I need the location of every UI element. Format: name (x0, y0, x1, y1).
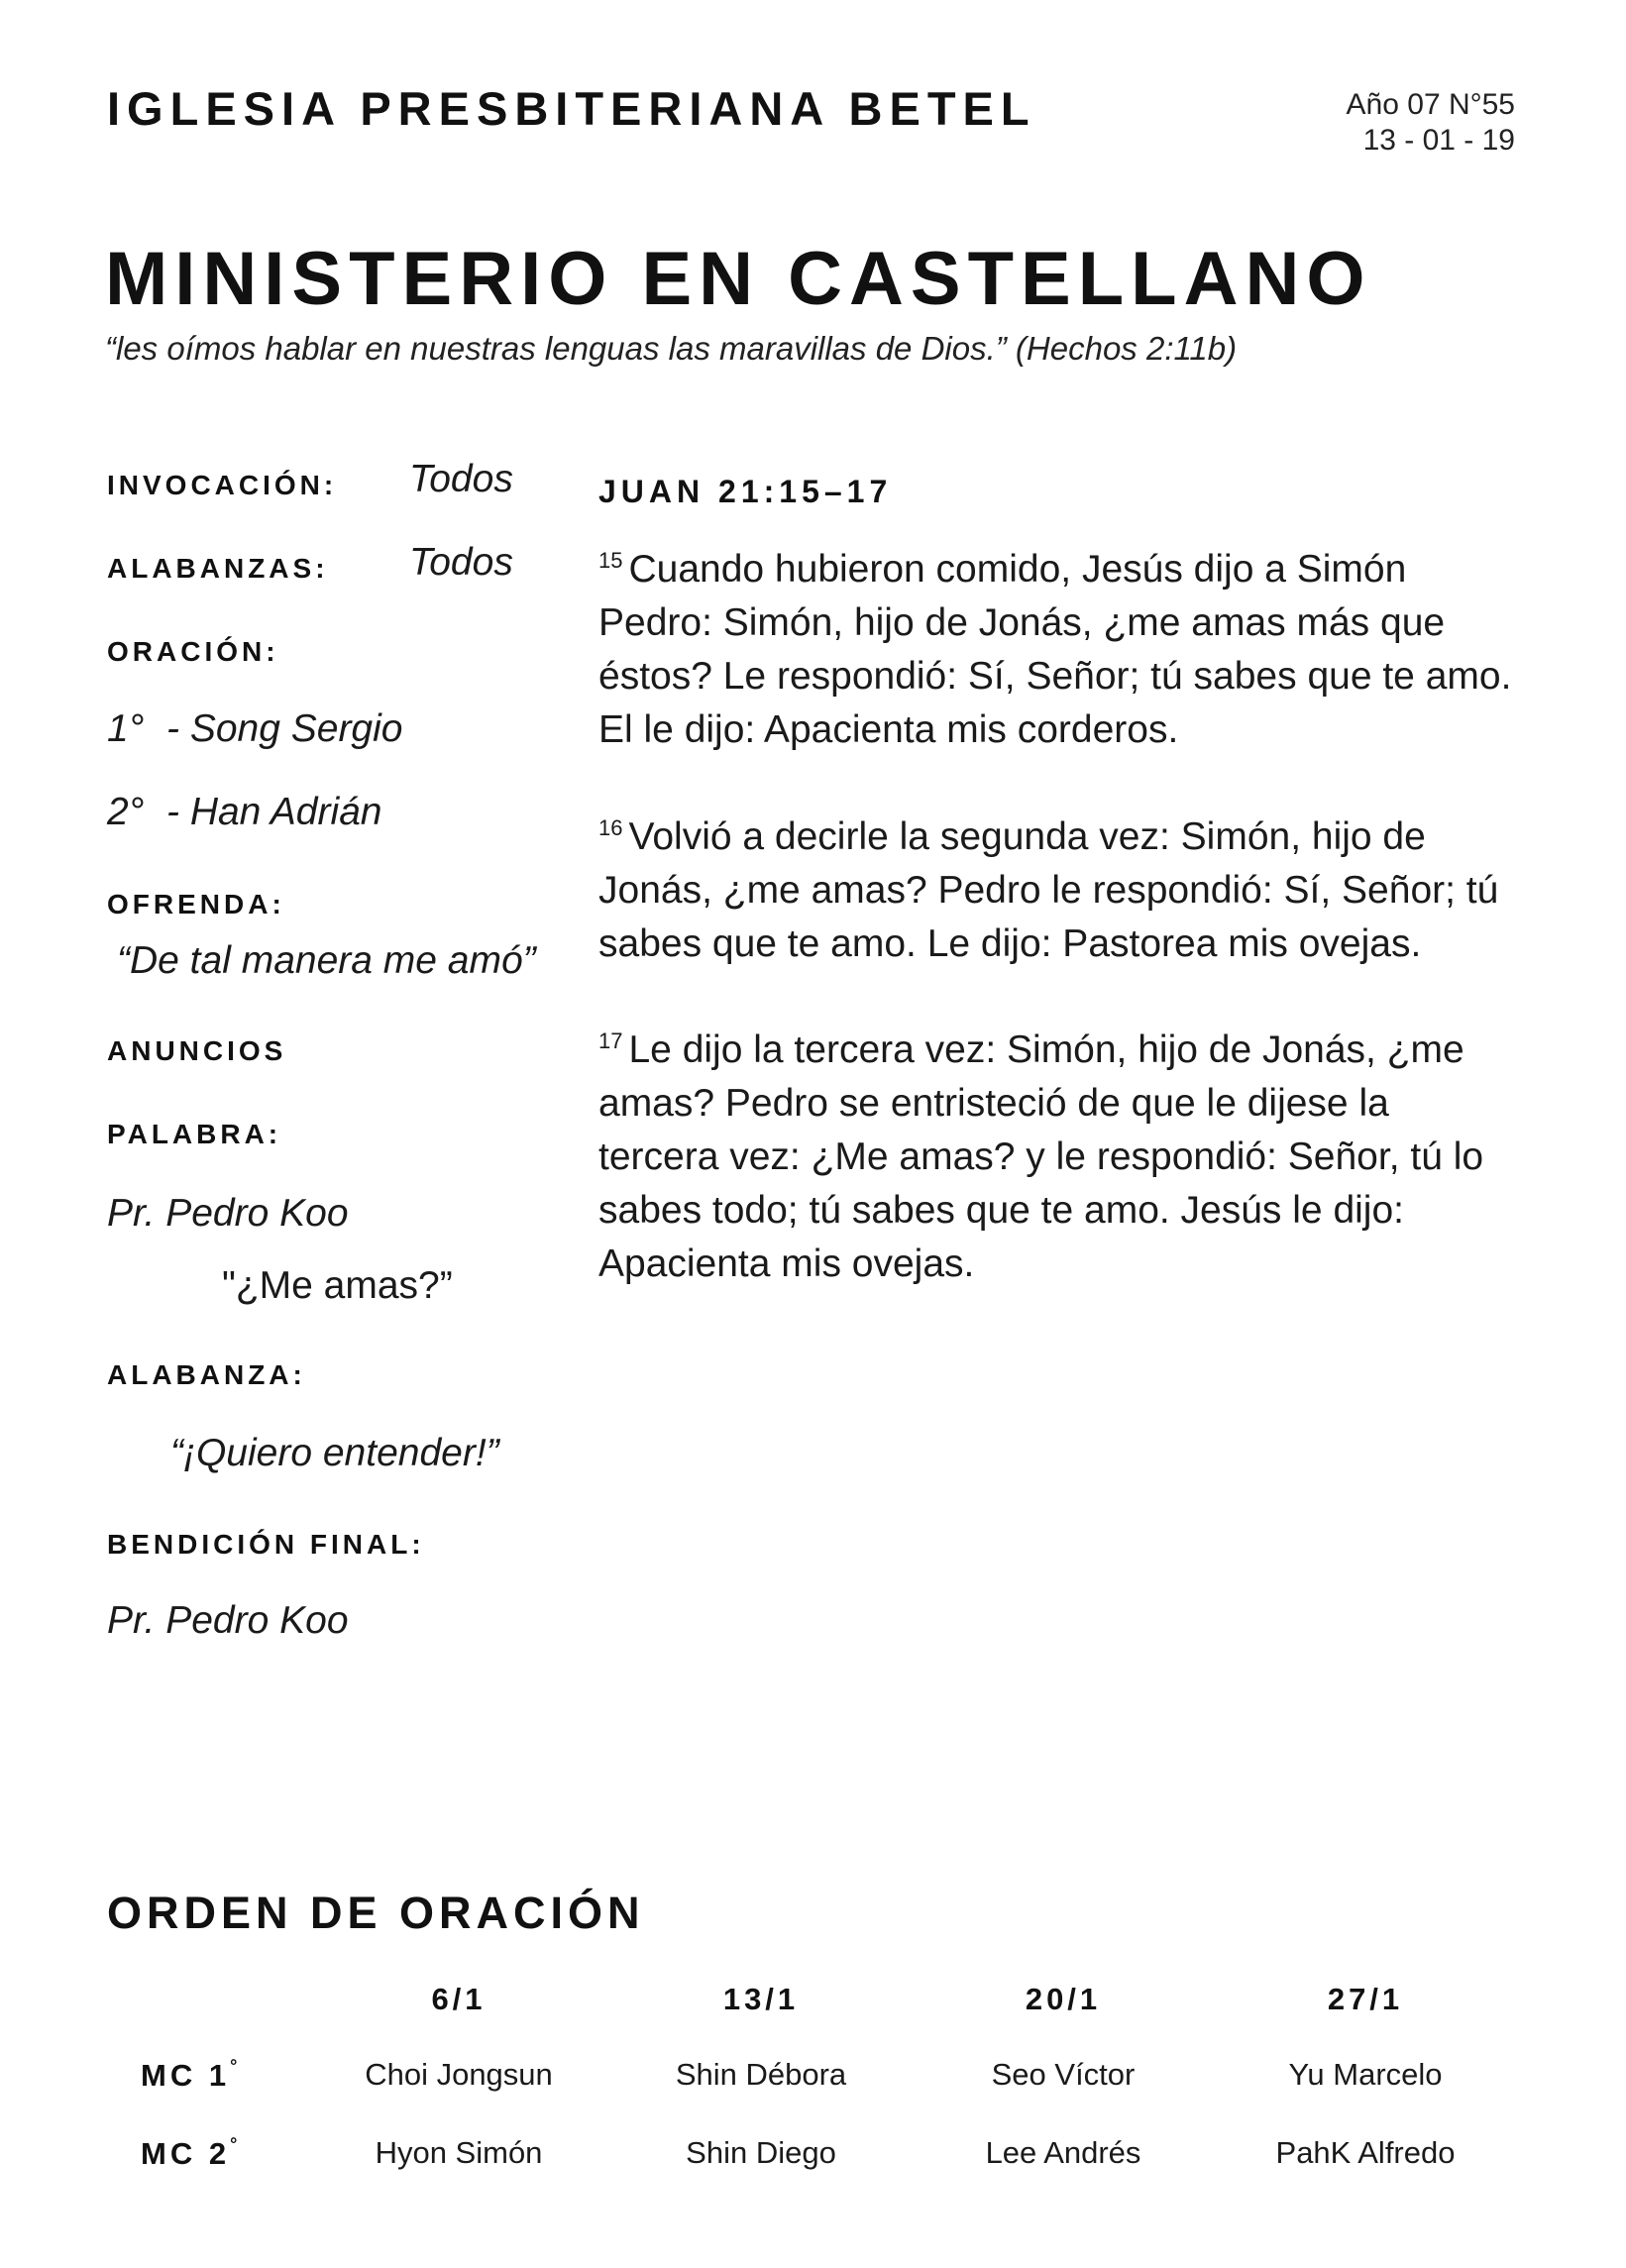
verse-number: 16 (598, 815, 623, 840)
date-header: 6/1 (431, 1982, 487, 2016)
table-cell: Shin Débora (675, 2057, 847, 2092)
row-label-text: MC 1 (141, 2058, 231, 2093)
oracion-1-number: 1° (107, 707, 145, 750)
motto-quote: “les oímos hablar en nuestras lenguas las maravillas de Dios.” (Hechos 2:11b) (105, 330, 1238, 367)
verse-text: Le dijo la tercera vez: Simón, hijo de Jonás, ¿me amas? Pedro se entristeció de que le dijese la tercera vez: ¿Me amas? y le respondió: Señor, tú lo sabes todo; tú sabes que te amo. Jesús le dijo: Apacienta mis ovejas. (598, 1028, 1484, 1285)
anuncios-label: ANUNCIOS (107, 1035, 287, 1066)
invocacion-value: Todos (409, 458, 513, 500)
verse-text: Volvió a decirle la segunda vez: Simón, hijo de Jonás, ¿me amas? Pedro le respondió: Sí, Señor; tú sabes que te amo. Le dijo: Pastorea mis ovejas. (598, 815, 1499, 965)
verse-number: 15 (598, 548, 623, 573)
row-label-text: MC 2 (141, 2136, 231, 2171)
issue-info (1347, 87, 1515, 159)
verse-17 (598, 1024, 1520, 1291)
invocacion-label: INVOCACIÓN: (107, 470, 338, 500)
palabra-label: PALABRA: (107, 1119, 282, 1149)
date-header: 20/1 (1025, 1982, 1102, 2016)
verse-15 (598, 543, 1520, 757)
table-cell: Lee Andrés (985, 2135, 1141, 2170)
date-header: 27/1 (1327, 1982, 1404, 2016)
issue-number: Año 07 N°55 (1346, 88, 1515, 121)
oracion-label: ORACIÓN: (107, 636, 279, 667)
ofrenda-label: OFRENDA: (107, 889, 285, 919)
ofrenda-song: “De tal manera me amó” (117, 939, 536, 982)
palabra-pastor: Pr. Pedro Koo (107, 1192, 349, 1235)
alabanzas-label: ALABANZAS: (107, 553, 329, 584)
prayer-order-title: ORDEN DE ORACIÓN (107, 1888, 645, 1938)
bendicion-pastor: Pr. Pedro Koo (107, 1599, 349, 1642)
verse-number: 17 (598, 1028, 623, 1053)
oracion-2-number: 2° (107, 791, 145, 833)
table-cell: Seo Víctor (991, 2057, 1136, 2092)
table-cell: Hyon Simón (375, 2135, 543, 2170)
scripture-reference: JUAN 21:15–17 (598, 474, 893, 509)
oracion-1-name: - Song Sergio (166, 707, 403, 750)
table-cell: Yu Marcelo (1288, 2057, 1443, 2092)
row-label-mc2 (141, 2136, 241, 2172)
issue-date: 13 - 01 - 19 (1362, 124, 1515, 157)
table-cell: Choi Jongsun (365, 2057, 553, 2092)
oracion-2-name: - Han Adrián (166, 791, 382, 833)
table-cell: PahK Alfredo (1275, 2135, 1456, 2170)
table-cell: Shin Diego (686, 2135, 836, 2170)
alabanzas-value: Todos (409, 541, 513, 584)
sermon-title: "¿Me amas?” (222, 1264, 453, 1307)
prayer-order-table (107, 1970, 1519, 2188)
row-label-mc1 (141, 2058, 241, 2094)
church-name: IGLESIA PRESBITERIANA BETEL (107, 82, 1036, 135)
verse-text: Cuando hubieron comido, Jesús dijo a Simón Pedro: Simón, hijo de Jonás, ¿me amas más que éstos? Le respondió: Sí, Señor; tú sabes que te amo. El le dijo: Apacienta mis corderos. (598, 548, 1512, 751)
page-title: MINISTERIO EN CASTELLANO (105, 237, 1372, 321)
degree-mark: ° (230, 2134, 242, 2154)
degree-mark: ° (230, 2056, 242, 2076)
bendicion-label: BENDICIÓN FINAL: (107, 1529, 425, 1560)
alabanza-label: ALABANZA: (107, 1359, 306, 1390)
alabanza-song: “¡Quiero entender!” (170, 1432, 499, 1474)
date-header: 13/1 (722, 1982, 800, 2016)
verse-16 (598, 810, 1520, 971)
